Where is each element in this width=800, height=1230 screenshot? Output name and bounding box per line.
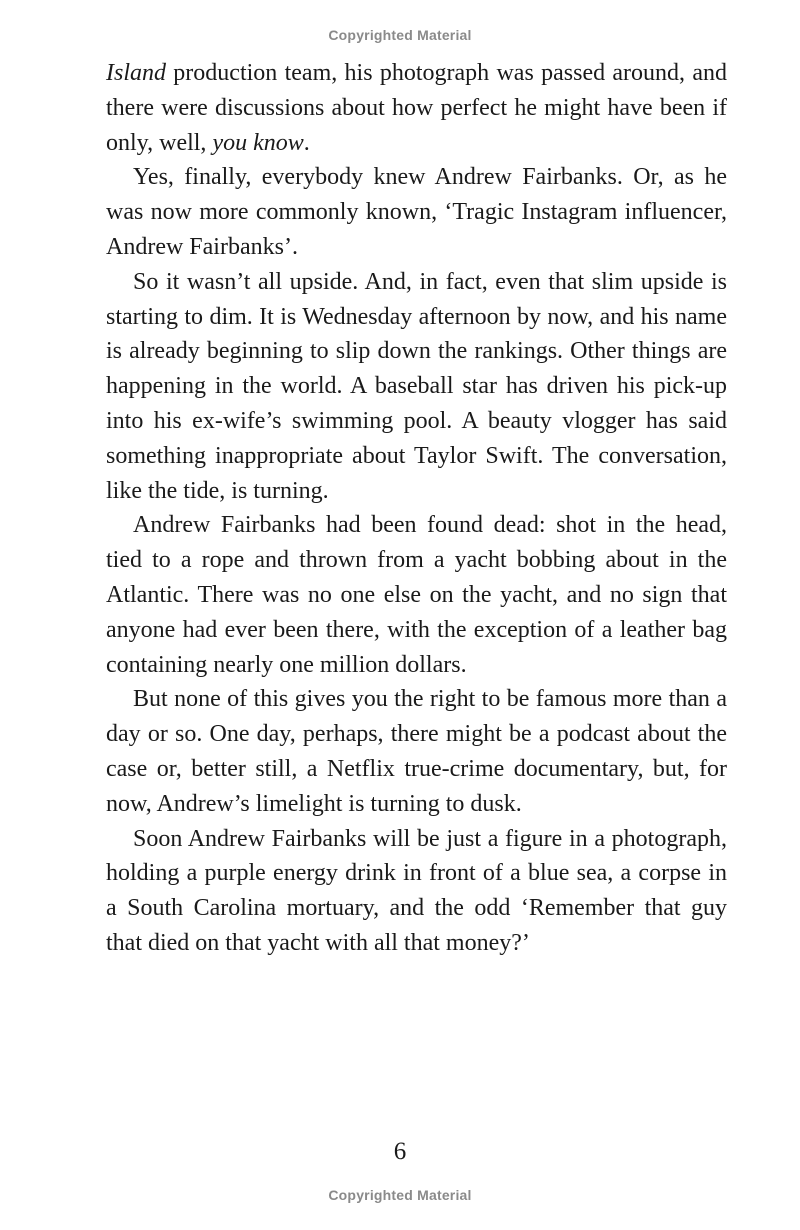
paragraph-6: Soon Andrew Fairbanks will be just a figure in a photograph, holding a purple energy drink in front of a blue sea, a corpse in a South Carolina mortuary, and the odd ‘Remember that guy that died on that yacht with all that money?’ [106, 825, 727, 956]
page-number: 6 [393, 1138, 407, 1165]
italic-book-title: Island [106, 60, 166, 86]
paragraph-1-text: production team, his photograph was passed around, and there were discussions about how perfect he might have been if only, well, [106, 60, 727, 156]
paragraph-4: Andrew Fairbanks had been found dead: shot in the head, tied to a rope and thrown from a yacht bobbing about in the Atlantic. There was no one else on the yacht, and no sign that anyone had ever been there, with the exception of a leather bag containing nearly one million dollars. [106, 512, 727, 678]
italic-you-know: you know [212, 129, 304, 156]
paragraph-1 [106, 56, 727, 160]
paragraph-5: But none of this gives you the right to be famous more than a day or so. One day, perhaps, there might be a podcast about the case or, better still, a Netflix true-crime documentary, but, for now, Andrew’s limelight is turning to dusk. [106, 686, 727, 817]
paragraph-3: So it wasn’t all upside. And, in fact, even that slim upside is starting to dim. It is Wednesday afternoon by now, and his name is already beginning to slip down the rankings. Other things are happening in the world. A baseball star has driven his pick-up into his ex-wife’s swimming pool. A beauty vlogger has said something inappropriate about Taylor Swift. The conversation, like the tide, is turning. [106, 268, 727, 504]
page-body [106, 56, 727, 961]
paragraph-1-end: . [303, 129, 310, 156]
copyright-footer: Copyrighted Material [328, 1187, 472, 1203]
paragraph-2: Yes, finally, everybody knew Andrew Fairbanks. Or, as he was now more commonly known, ‘Tragic Instagram influencer, Andrew Fairbanks’. [106, 164, 727, 260]
copyright-header: Copyrighted Material [328, 27, 472, 43]
